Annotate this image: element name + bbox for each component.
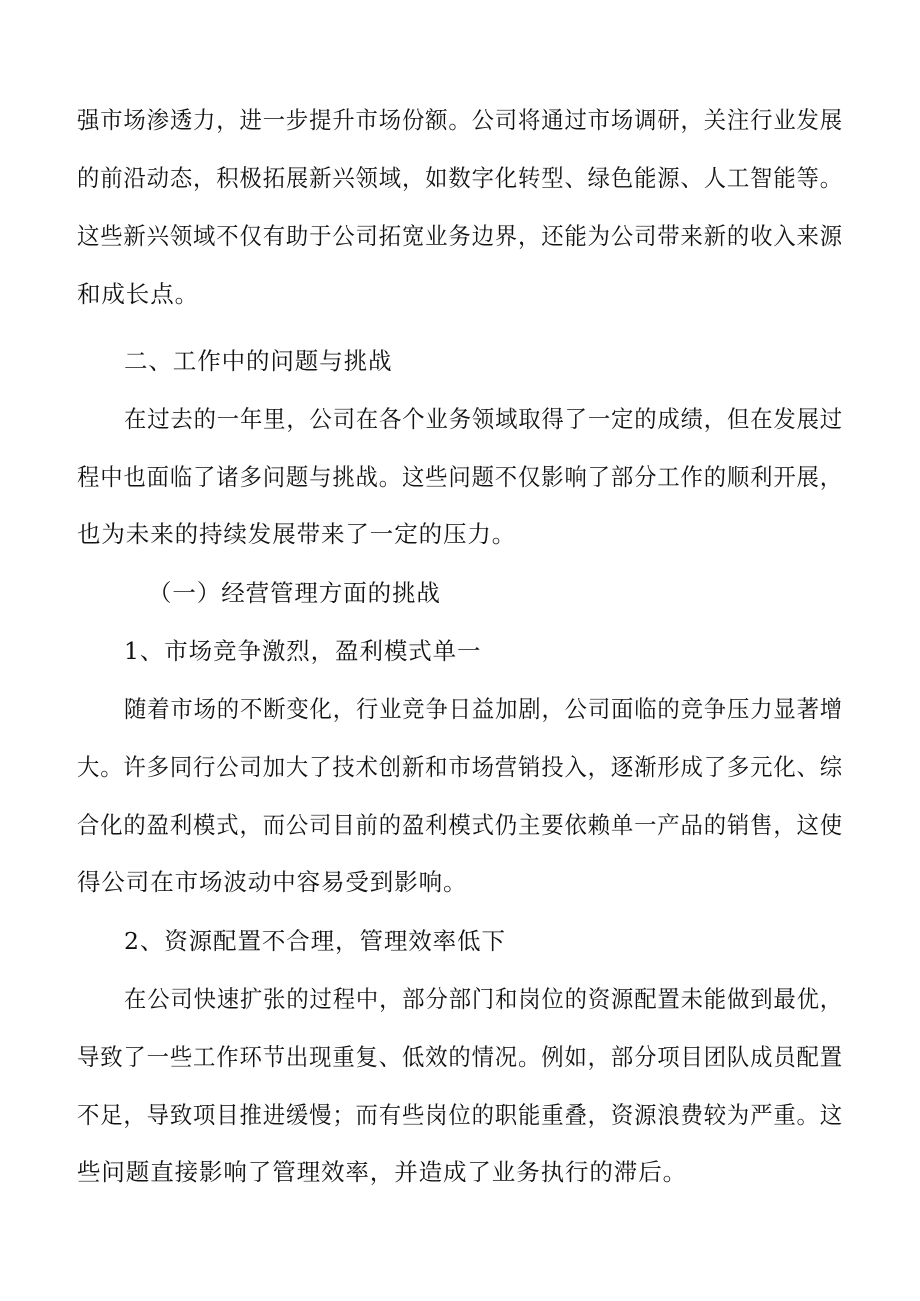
text-line: 程中也面临了诸多问题与挑战。这些问题不仅影响了部分工作的顺利开展，: [77, 463, 843, 491]
text-line: 些问题直接影响了管理效率，并造成了业务执行的滞后。: [77, 1158, 687, 1186]
text-line: 在公司快速扩张的过程中，部分部门和岗位的资源配置未能做到最优，: [124, 985, 843, 1013]
text-line: 不足，导致项目推进缓慢；而有些岗位的职能重叠，资源浪费较为严重。这: [77, 1101, 843, 1129]
text-line: 和成长点。: [77, 280, 199, 308]
text-line: 的前沿动态，积极拓展新兴领域，如数字化转型、绿色能源、人工智能等。: [77, 164, 843, 192]
text-line: 在过去的一年里，公司在各个业务领域取得了一定的成绩，但在发展过: [124, 405, 843, 433]
text-line: 强市场渗透力，进一步提升市场份额。公司将通过市场调研，关注行业发展: [77, 106, 843, 134]
section-heading: 二、工作中的问题与挑战: [124, 347, 393, 375]
item-heading: 1、市场竞争激烈，盈利模式单一: [124, 637, 482, 665]
text-line: 随着市场的不断变化，行业竞争日益加剧，公司面临的竞争压力显著增: [124, 695, 843, 723]
subsection-heading: （一）经营管理方面的挑战: [148, 579, 441, 607]
text-line: 合化的盈利模式，而公司目前的盈利模式仍主要依赖单一产品的销售，这使: [77, 811, 843, 839]
text-line: 导致了一些工作环节出现重复、低效的情况。例如，部分项目团队成员配置: [77, 1043, 843, 1071]
item-heading: 2、资源配置不合理，管理效率低下: [124, 927, 506, 955]
text-line: 也为未来的持续发展带来了一定的压力。: [77, 520, 517, 548]
text-line: 这些新兴领域不仅有助于公司拓宽业务边界，还能为公司带来新的收入来源: [77, 222, 843, 250]
text-line: 大。许多同行公司加大了技术创新和市场营销投入，逐渐形成了多元化、综: [77, 753, 843, 781]
text-line: 得公司在市场波动中容易受到影响。: [77, 868, 468, 896]
